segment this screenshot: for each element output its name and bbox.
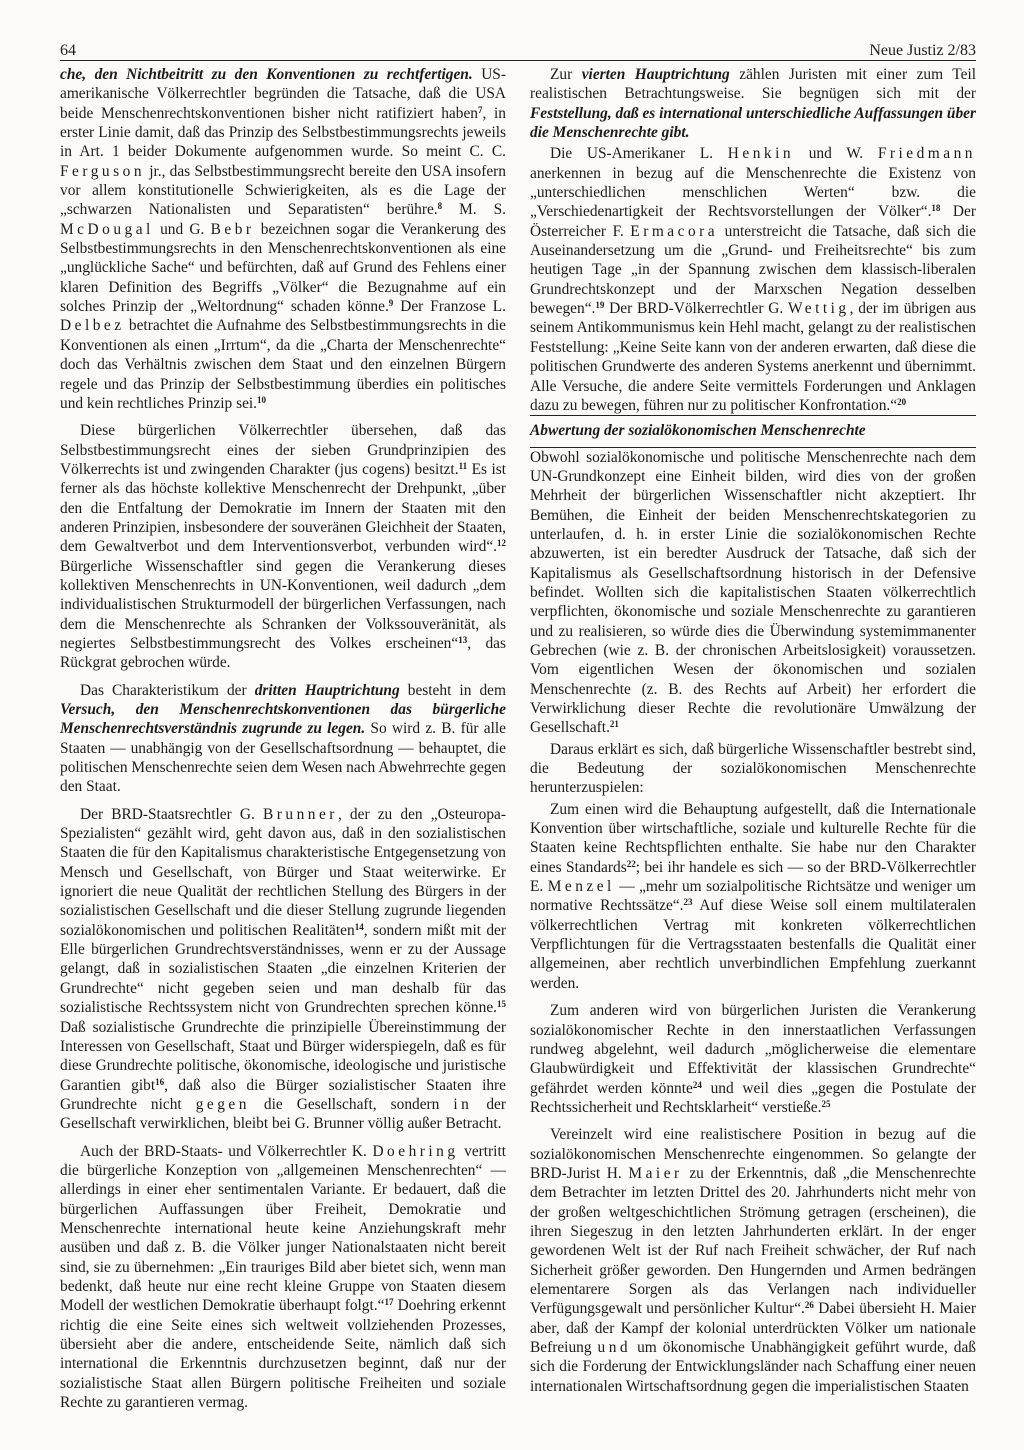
text-run: ; bei ihr handele es sich — so der BRD-Völkerrechtler E. xyxy=(530,858,976,896)
text-run: und W. xyxy=(794,145,878,163)
footnote-ref: 18 xyxy=(931,203,941,214)
emphasis-text: Feststellung, daß es international unterschiedliche Auffassungen über die Menschenrechte gibt. xyxy=(530,104,976,142)
text-run: Vereinzelt wird eine realistischere Position in bezug auf die sozialökonomischen Menschenrechte eingenommen. So gelangte der BRD-Jurist H. xyxy=(530,1126,976,1182)
text-run: Das Charakteristikum der xyxy=(80,681,255,699)
text-run: zählen Juristen mit einer zum Teil realistischen Betrachtungsweise. Sie begnügen sich mit der xyxy=(530,66,976,103)
paragraph xyxy=(530,65,976,142)
footnote-ref: 16 xyxy=(155,1076,165,1087)
text-run: , das Rückgrat gebrochen würde. xyxy=(60,634,506,672)
spaced-name: McDougal xyxy=(60,220,154,238)
paragraph xyxy=(60,681,506,797)
text-run: , sondern mißt mit der Elle bürgerlichen Grundrechtsverständnisses, wenn er zu der Aussage gelangt, daß in sozialistischen Staaten „die einzelnen Kriterien der Grundrechte“ nicht gegeben seien und man deshalb für das sozialistische Rechtssystem nicht von Grundrechten sprechen könne. xyxy=(60,921,506,1017)
text-run: Daß sozialistische Grundrechte die prinzipielle Übereinstimmung der Interessen von Gesellschaft, Staat und Bürger widerspiegeln, daß es für diese Grundrechte politische, ökonomische, ideologische und juristische Garantien gibt xyxy=(60,1018,506,1094)
spaced-name: Menzel xyxy=(547,878,615,896)
footnote-ref: 20 xyxy=(897,396,907,407)
footnote-ref: 10 xyxy=(257,394,267,405)
footnote-ref: 14 xyxy=(354,921,364,932)
text-run: Daraus erklärt es sich, daß bürgerliche Wissenschaftler bestrebt sind, die Bedeutung der sozialökonomischen Menschenrechte herunterzuspielen: xyxy=(530,740,976,797)
spaced-name: Henkin xyxy=(727,145,795,163)
text-run: die Gesellschaft, sondern xyxy=(249,1095,454,1113)
text-run: und G. xyxy=(153,220,211,238)
spaced-name: Brunner xyxy=(263,805,338,823)
emphasis-text: vierten Hauptrichtung xyxy=(581,66,730,83)
footnote-ref: 7 xyxy=(477,104,483,115)
footnote-ref: 17 xyxy=(384,1297,394,1308)
text-run: zu der Erkenntnis, daß „die Menschenrechte dem Betrachter im letzten Drittel des 20. Jahrhunderts nicht mehr von der großen weltgeschichtlichen Strömung getragen (erscheinen), die ihren Siegeszug in den letzten Jahrhunderten erklärt. In der enger gewordenen Welt ist der Ruf nach Freiheit schwächer, der Ruf nach Sicherheit größer geworden. Den Hungernden und Armen bedrängen elementarere Sorgen als das Verlangen nach individueller Verfügungsgewalt und persönlicher Kultur“. xyxy=(530,1164,976,1318)
text-run: jr., das Selbstbestimmungsrecht bereite den USA insofern vor allem konstitutionelle Schwierigkeiten, als es die Lage der „schwarzen Nationalisten und Separatisten“ berühre. xyxy=(60,162,506,219)
text-run: vertritt die bürgerliche Konzeption von „allgemeinen Menschenrechten“ — allerdings in einer eher sentimentalen Variante. Er bedauert, daß die bürgerlichen Auffassungen über Freiheit, Demokratie und Menschenrechte international heute keine Anziehungskraft mehr ausüben und daß z. B. die Völker junger Nationalstaaten nicht bereit sind, sie zu übernehmen: „Ein trauriges Bild aber bietet sich, wenn man bedenkt, daß heute nur eine recht kleine Gruppe von Staaten diesem Modell der westlichen Demokratie überhaupt folgt.“ xyxy=(60,1142,507,1315)
spaced-name: Doehring xyxy=(372,1142,459,1160)
spaced-name: und xyxy=(597,1339,632,1356)
spaced-name: Delbez xyxy=(60,317,125,335)
text-run: Doehring erkennt richtig die eine Seite eines sich weltweit vollziehenden Prozesses, übersieht aber die andere, entscheidende Seite, nämlich daß sich international die Erkenntnis durchzusetzen beginnt, daß nur der sozialistische Staat allen Bürgern politische Freiheiten und soziale Rechte zu garantieren vermag. xyxy=(60,1297,506,1412)
text-run: M. S. xyxy=(442,201,506,219)
text-run: US-amerikanische Völkerrechtler begründen die Tatsache, daß die USA beide Menschenrechtskonventionen bisher nicht ratifiziert haben xyxy=(60,66,506,122)
spaced-name: Ferguson xyxy=(60,162,146,180)
text-run: Auf diese Weise soll einem multilateralen völkerrechtlichen Vertrag mit konkreten völkerrechtlichen Verpflichtungen für die Vertragsstaaten bestenfalls die Qualität einer allgemeinen, aber rechtlich unverbindlichen Empfehlung zuerkannt werden. xyxy=(530,897,976,992)
text-run: , der im übrigen aus seinem Antikommunismus kein Hehl macht, gelangt zu der realistischen Feststellung: „Keine Seite kann von der anderen erwarten, daß diese die politischen Grundwerte des anderen Systems anerkennt und übernimmt. Alle Versuche, die andere Seite vermittels Forderungen und Anklagen dazu zu bewegen, führen nur zu politischer Konfrontation.“ xyxy=(530,300,976,414)
text-run: und weil dies „gegen die Postulate der Rechtssicherheit und Rechtsklarheit“ verstieße. xyxy=(530,1079,976,1116)
footnote-ref: 12 xyxy=(497,538,506,549)
text-run: besteht in dem xyxy=(399,681,506,699)
text-run: Obwohl sozialökonomische und politische Menschenrechte nach dem UN-Grundkonzept eine Einheit bilden, wird dies von der großen Mehrheit der bürgerlichen Wissenschaftler nicht akzeptiert. Ihr Bemühen, die Einheit der beiden Menschenrechtskategorien zu unterlaufen, d. h. in erster Linie die sozialökonomischen Rechte abzuwerten, ist ein beredter Ausdruck der Tatsache, daß sich der Kapitalismus als Gesellschaftsordnung historisch in der Defensive befindet. Wollten sich die kapitalistischen Staaten völkerrechtlich verpflichten, ökonomische und soziale Menschenrechte zu garantieren und zu realisieren, so würde dies die Überwindung systemimmanenter Gebrechen (wie z. B. der chronischen Arbeitslosigkeit) voraussetzen. Vom eigentlichen Wesen der ökonomischen und sozialen Menschenrechte (z. B. des Rechts auf Arbeit) her erfordert die Verwirklichung dieser Rechte die revolutionäre Umwälzung der Gesellschaft. xyxy=(530,448,976,737)
paragraph xyxy=(60,805,506,1134)
section-heading: Abwertung der sozialökonomischen Menschenrechte xyxy=(530,415,976,447)
journal-title: Neue Justiz 2/83 xyxy=(869,42,976,59)
footnote-ref: 13 xyxy=(458,634,468,645)
text-run: Zum anderen wird von bürgerlichen Juristen die Verankerung sozialökonomischer Rechte in den innerstaatlichen Verfassungen rundweg abgelehnt, weil dadurch „möglicherweise die elementare Glaubwürdigkeit und Effektivität der klassischen Grundrechte“ gefährdet werden könnte xyxy=(530,1002,976,1097)
paragraph xyxy=(60,65,506,413)
page-number: 64 xyxy=(60,42,76,59)
text-run: Dabei übersieht H. Maier aber, daß der Kampf der kolonial unterdrückten Völker um nationale Befreiung xyxy=(530,1300,976,1356)
text-run: — „mehr um sozialpolitische Richtsätze und weniger um normative Rechtssätze“. xyxy=(530,878,976,915)
text-run: Bürgerliche Wissenschaftler sind gegen die Verankerung dieses kollektiven Menschenrechts in UN-Konventionen, weil dadurch „dem individualistischen Strukturmodell der bürgerlichen Verfassungen, nach dem die Menschenrechte als Schranken der Volkssouveränität, als negiertes Selbstbestimmungsrecht des Volkes erscheinen“ xyxy=(60,557,506,652)
spaced-name: Friedmann xyxy=(877,145,976,163)
text-run: Auch der BRD-Staats- und Völkerrechtler K. xyxy=(80,1142,373,1160)
text-run: Es ist ferner als das höchste kollektive Menschenrecht der Drehpunkt, „über den die Entfaltung der Demokratie im Innern der Staaten mit den anderen Prinzipien, insbesondere der souveränen Gleichheit der Staaten, dem Gewaltverbot und dem Interventionsverbot, verbunden wird“. xyxy=(60,460,506,556)
page-header xyxy=(60,30,976,61)
spaced-name: Bebr xyxy=(210,220,255,238)
text-run: Zur xyxy=(550,66,582,83)
paragraph xyxy=(530,448,976,738)
text-run: , in erster Linie damit, daß das Prinzip des Selbstbestimmungsrechts jeweils in Art. 1 beider Dokumente aufgenommen wurde. So meint C. C. xyxy=(60,104,506,161)
text-columns xyxy=(60,65,976,1412)
text-run: Diese bürgerlichen Völkerrechtler übersehen, daß das Selbstbestimmungsrecht eines der sieben Grundprinzipien des Völkerrechts ist und zwingenden Charakter (jus cogens) besitzt. xyxy=(60,422,506,478)
text-run: bezeichnen sogar die Verankerung des Selbstbestimmungsrechts in den Menschenrechtskonventionen als eine „unglückliche Sache“ und befürchten, daß auf Grund des Fehlens einer klaren Definition des Begriffs „Völker“ die Bezugnahme auf ein solches Prinzip der „Weltordnung“ schaden könne. xyxy=(60,220,506,316)
text-run: Zum einen wird die Behauptung aufgestellt, daß die Internationale Konvention über wirtschaftliche, soziale und kulturelle Rechte für die Staaten keine Rechtspflichten enthalte. Sie habe nur den Charakter eines Standards xyxy=(530,800,976,876)
text-run: , daß also die Bürger sozialistischer Staaten ihre Grundrechte nicht xyxy=(60,1076,506,1113)
paragraph xyxy=(60,1142,506,1413)
right-column-bottom xyxy=(530,448,976,1397)
emphasis-text: dritten Hauptrichtung xyxy=(254,681,400,699)
spaced-name: in xyxy=(453,1095,473,1113)
emphasis-text: Versuch, den Menschenrechtskonventionen das bürgerliche Menschenrechtsverständnis zugrunde zu legen. xyxy=(60,701,506,738)
text-run: anerkennen in bezug auf die Menschenrechte die Existenz von „unterschiedlichen menschlichen Werten“ bzw. die „Verschiedenartigkeit der Rechtsvorstellungen der Völker“. xyxy=(530,164,976,221)
text-run: Der Österreicher F. xyxy=(530,203,976,240)
paragraph xyxy=(530,1125,976,1396)
footnote-ref: 24 xyxy=(692,1079,702,1090)
footnote-ref: 9 xyxy=(388,298,394,309)
text-run: Der BRD-Staatsrechtler G. xyxy=(80,805,263,823)
text-run: der Gesellschaft verwirklichen, bleibt bei G. Brunner völlig außer Betracht. xyxy=(60,1095,507,1133)
footnote-ref: 23 xyxy=(683,897,693,908)
footnote-ref: 26 xyxy=(804,1300,814,1311)
footnote-ref: 15 xyxy=(497,999,506,1010)
footnote-ref: 8 xyxy=(437,201,443,212)
left-column xyxy=(60,65,506,1412)
spaced-name: gegen xyxy=(195,1095,250,1113)
footnote-ref: 19 xyxy=(595,300,605,311)
text-run: unterstreicht die Tatsache, daß sich die Auseinandersetzung um die „Grund- und Freiheitsrechte“ bis zum heutigen Tage „in der Spannung zwischen dem klassisch-liberalen Grundrechtskonzept und der Marxschen Negation desselben bewegen“. xyxy=(530,222,977,318)
paragraph xyxy=(530,740,976,798)
paragraph xyxy=(530,800,976,993)
right-column-top xyxy=(530,65,976,415)
text-run: betrachtet die Aufnahme des Selbstbestimmungsrechts in die Konventionen als einen „Irrtum“, da die „Charta der Menschenrechte“ doch das Verhältnis zwischen dem Staat und den einzelnen Bürgern regele und das Prinzip der Selbstbestimmung überdies ein politisches und kein rechtliches Prinzip sei. xyxy=(60,317,506,412)
text-run: Die US-Amerikaner L. xyxy=(550,145,728,163)
spaced-name: Maier xyxy=(628,1164,683,1182)
emphasis-text: che, den Nichtbeitritt zu den Konventionen zu rechtfertigen. xyxy=(60,66,473,83)
footnote-ref: 11 xyxy=(458,460,468,471)
paragraph xyxy=(60,421,506,672)
text-run: um ökonomische Unabhängigkeit geführt wurde, daß sich die Forderung der Entwicklungsländer nach Schaffung einer neuen internationalen Wirtschaftsordnung gegen die imperialistischen Staaten xyxy=(530,1339,977,1395)
footnote-ref: 25 xyxy=(821,1098,831,1109)
text-run: Der BRD-Völkerrechtler G. xyxy=(604,300,788,318)
right-column xyxy=(530,65,976,1412)
paragraph xyxy=(530,144,976,415)
footnote-ref: 22 xyxy=(626,858,636,869)
paragraph xyxy=(530,1001,976,1117)
text-run: Der Franzose L. xyxy=(393,298,506,316)
spaced-name: Wettig xyxy=(787,300,850,318)
text-run: , der zu den „Osteuropa-Spezialisten“ gezählt wird, geht davon aus, daß in den sozialistischen Staaten die für den Kapitalismus charakteristische Entgegensetzung von Mensch und Gesellschaft, von Bürger und Staat weiterwirke. Er ignoriert die neue Qualität der rechtlichen Stellung des Bürgers in der sozialistischen Gesellschaft und die dieser Stellung zugrunde liegenden sozialökonomischen und politischen Realitäten xyxy=(60,805,506,939)
footnote-ref: 21 xyxy=(609,719,619,730)
text-run: So wird z. B. für alle Staaten — unabhängig von der Gesellschaftsordnung — behauptet, die politischen Menschenrechte seien dem Wesen nach Abwehrrechte gegen den Staat. xyxy=(60,720,506,796)
spaced-name: Ermacora xyxy=(630,222,719,240)
